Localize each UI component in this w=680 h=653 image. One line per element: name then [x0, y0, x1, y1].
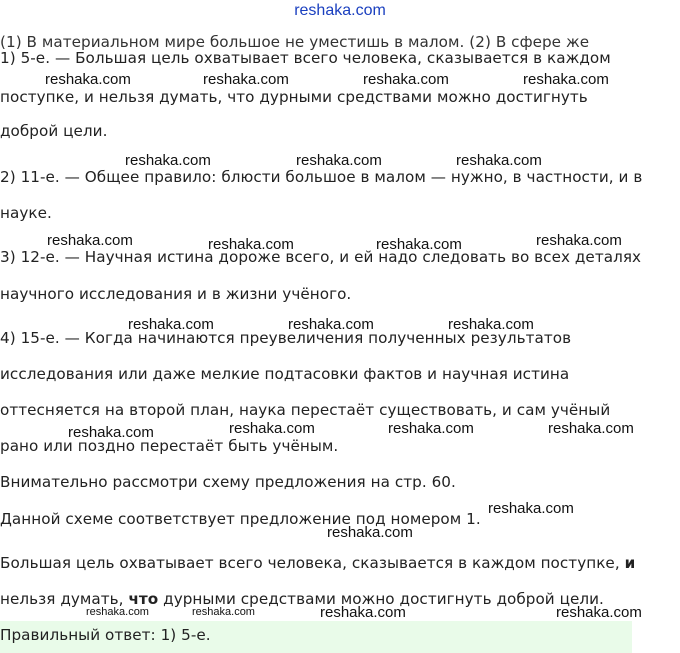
sentence-line-1-text: Большая цель охватывает всего человека, сказывается в каждом поступке,: [0, 554, 625, 572]
watermark: reshaka.com: [45, 71, 131, 88]
watermark-small: reshaka.com: [86, 606, 149, 618]
watermark: reshaka.com: [388, 420, 474, 437]
watermark: reshaka.com: [47, 232, 133, 249]
answer-box: [0, 621, 632, 653]
item-2-line-2: науке.: [0, 204, 52, 222]
item-2-line-1: 2) 11-е. — Общее правило: блюсти большое в малом — нужно, в частности, и в: [0, 168, 643, 186]
item-3-line-2: научного исследования и в жизни учёного.: [0, 285, 352, 303]
watermark: reshaka.com: [320, 604, 406, 621]
watermark-small: reshaka.com: [192, 606, 255, 618]
watermark: reshaka.com: [125, 152, 211, 169]
site-title[interactable]: reshaka.com: [294, 2, 386, 19]
watermark: reshaka.com: [208, 236, 294, 253]
watermark: reshaka.com: [523, 71, 609, 88]
item-1-line-2: поступке, и нельзя думать, что дурными средствами можно достигнуть: [0, 88, 588, 106]
item-1-line-1: 1) 5-е. — Большая цель охватывает всего человека, сказывается в каждом: [0, 49, 611, 67]
item-3-line-1: 3) 12-е. — Научная истина дороже всего, и ей надо следовать во всех деталях: [0, 248, 642, 266]
item-4-line-3: оттесняется на второй план, наука перестаёт существовать, и сам учёный: [0, 401, 611, 419]
watermark: reshaka.com: [448, 316, 534, 333]
watermark: reshaka.com: [296, 152, 382, 169]
intro-cut-line: (1) В материальном мире большое не уместишь в малом. (2) В сфере же: [0, 33, 590, 51]
instruction-text: Внимательно рассмотри схему предложения на стр. 60.: [0, 473, 456, 491]
item-1-line-3: доброй цели.: [0, 122, 108, 140]
watermark: reshaka.com: [488, 500, 574, 517]
item-4-line-2: исследования или даже мелкие подтасовки фактов и научная истина: [0, 365, 570, 383]
sentence-line-2-after: дурными средствами можно достигнуть доброй цели.: [158, 590, 604, 608]
watermark: reshaka.com: [68, 424, 154, 441]
sentence-line-2-bold: что: [128, 590, 159, 608]
watermark: reshaka.com: [536, 232, 622, 249]
watermark: reshaka.com: [288, 316, 374, 333]
watermark: reshaka.com: [203, 71, 289, 88]
item-4-line-1: 4) 15-е. — Когда начинаются преувеличения полученных результатов: [0, 329, 572, 347]
watermark: reshaka.com: [229, 420, 315, 437]
sentence-line-1-bold: и: [624, 554, 636, 572]
answer-text: Правильный ответ: 1) 5-е.: [0, 626, 211, 644]
sentence-line-1: [0, 554, 680, 572]
watermark: reshaka.com: [556, 604, 642, 621]
watermark: reshaka.com: [376, 236, 462, 253]
sentence-line-2-before: нельзя думать,: [0, 590, 129, 608]
watermark: reshaka.com: [548, 420, 634, 437]
watermark: reshaka.com: [327, 524, 413, 541]
watermark: reshaka.com: [363, 71, 449, 88]
scheme-note: Данной схеме соответствует предложение под номером 1.: [0, 510, 481, 528]
watermark: reshaka.com: [456, 152, 542, 169]
item-4-line-4: рано или поздно перестаёт быть учёным.: [0, 437, 339, 455]
watermark: reshaka.com: [128, 316, 214, 333]
